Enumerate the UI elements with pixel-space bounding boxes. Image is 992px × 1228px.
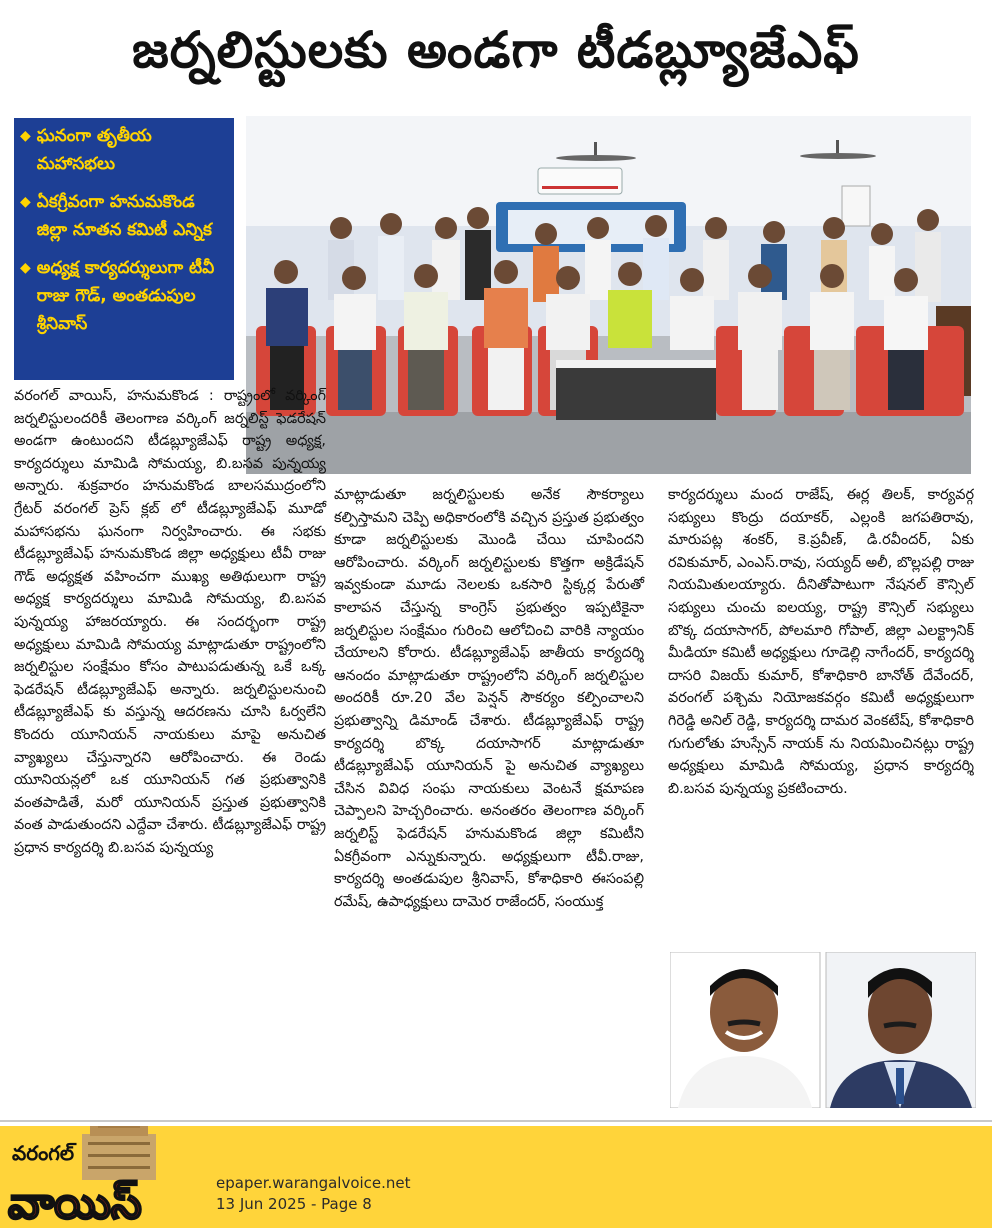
temple-gopuram-icon	[82, 1126, 156, 1180]
headline: జర్నలిస్టులకు అండగా టీడబ్ల్యూజేఎఫ్	[132, 21, 860, 79]
highlight-text: అధ్యక్ష కార్యదర్శులుగా టీవీ రాజు గౌడ్, అంతడుపుల శ్రీనివాస్	[36, 258, 215, 334]
highlight-text: ఘనంగా తృతీయ మహాసభలు	[36, 126, 152, 174]
article-column-1: వరంగల్ వాయిస్, హనుమకొండ : రాష్ట్రంలో వర్కింగ్ జర్నలిస్టులందరికీ తెలంగాణ వర్కింగ్ జర్నలిస్ట్ ఫెడరేషన్ అండగా ఉంటుందని టీడబ్ల్యూజేఎఫ్ రాష్ట్ర అధ్యక్ష, కార్యదర్శులు మామిడి సోమయ్య, బి.బసవ పున్నయ్య అన్నారు. శుక్రవారం హనుమకొండ బాలసముద్రంలోని గ్రేటర్ వరంగల్ ప్రెస్ క్లబ్ లో టీడబ్ల్యూజేఎఫ్ మూడో మహాసభను ఘనంగా నిర్వహించారు. ఈ సభకు టీడబ్ల్యూజేఎఫ్ హనుమకొండ జిల్లా అధ్యక్షులు టీవీ రాజు గౌడ్ అధ్యక్షత వహించగా ముఖ్య అతిథులుగా రాష్ట్ర అధ్యక్ష కార్యదర్శులు మామిడి సోమయ్య, బి.బసవ పున్నయ్య హాజరయ్యారు. ఈ సందర్భంగా రాష్ట్ర అధ్యక్షులు మామిడి సోమయ్య మాట్లాడుతూ రాష్ట్రంలోని జర్నలిస్టుల సంక్షేమం కోసం పాటుపడుతున్న ఒకే ఒక్క ఫెడరేషన్ టీడబ్ల్యూజేఎఫ్ అన్నారు. జర్నలిస్టులనుంచి టీడబ్ల్యూజేఎఫ్ కు వస్తున్న ఆదరణను చూసి ఓర్వలేని కొందరు యూనియన్ నాయకులు మాపై అనుచిత వ్యాఖ్యలు చేస్తున్నారని ఆరోపించారు. ఈ రెండు యూనియన్లలో ఒక యూనియన్ గత ప్రభుత్వానికి వంతపాడితే, మరో యూనియన్ ప్రస్తుత ప్రభుత్వానికి వంత పాడుతుందని ఎద్దేవా చేశారు. టీడబ్ల్యూజేఎఫ్ రాష్ట్ర ప్రధాన కార్యదర్శి బి.బసవ పున్నయ్య	[14, 388, 326, 856]
group-photo-illustration	[246, 116, 971, 474]
group-photo	[246, 116, 971, 474]
highlight-item	[20, 254, 226, 338]
highlight-item	[20, 122, 226, 178]
footer-divider	[0, 1120, 992, 1122]
article-column-3: కార్యదర్శులు మంద రాజేష్, ఈర్ల తిలక్, కార్యవర్గ సభ్యులు కొంద్రు దయాకర్, ఎల్లంకి జగపతిరావు, మారుపట్ల శంకర్, కె.ప్రవీణ్, డి.రవీందర్, ఏకు రవికుమార్, ఎంఎస్.రావు, సయ్యద్ అలీ, బొల్లపల్లి రాజు నియమితులయ్యారు. దీనితోపాటుగా నేషనల్ కౌన్సిల్ సభ్యులు చుంచు ఐలయ్య, రాష్ట్ర కౌన్సిల్ సభ్యులు బొక్క దయాసాగర్, పోలమారి గోపాల్, జిల్లా ఎలక్ట్రానిక్ మీడియా కమిటీ అధ్యక్షులు గూడెల్లి నాగేందర్, కార్యదర్శి దాసరి విజయ్ కుమార్, కోశాధికారి బానోత్ దేవేందర్, వరంగల్ పశ్చిమ నియోజకవర్గం కమిటీ అధ్యక్షులుగా గిరెడ్డి అనిల్ రెడ్డి, కార్యదర్శి దామర వెంకటేష్, కోశాధికారి గుగులోతు హుస్సేన్ నాయక్ ను నియమించినట్లు రాష్ట్ర అధ్యక్షులు మామిడి సోమయ్య, ప్రధాన కార్యదర్శి బి.బసవ పున్నయ్య ప్రకటించారు.	[668, 487, 974, 797]
footer	[0, 1126, 992, 1228]
portrait-pair-illustration	[670, 952, 976, 1108]
diamond-bullet-icon: ◆	[20, 194, 31, 210]
date-page: 13 Jun 2025 - Page 8	[216, 1195, 372, 1213]
portrait-right	[826, 952, 976, 1108]
highlights-box	[14, 118, 234, 380]
highlight-text: ఏకగ్రీవంగా హనుమకొండ జిల్లా నూతన కమిటీ ఎన్నిక	[36, 192, 212, 240]
article-column-2: మాట్లాడుతూ జర్నలిస్టులకు అనేక సౌకర్యాలు కల్పిస్తామని చెప్పి అధికారంలోకి వచ్చిన ప్రస్తుత ప్రభుత్వం కూడా జర్నలిస్టులకు మొండి చేయి చూపిందని ఆరోపించారు. వర్కింగ్ జర్నలిస్టులకు కొత్తగా అక్రిడేషన్ ఇవ్వకుండా మూడు నెలలకు ఒకసారి స్టిక్కర్ల పేరుతో కాలాపన చేస్తున్న కాంగ్రెస్ ప్రభుత్వం ఇప్పటికైనా జర్నలిస్టుల సంక్షేమం గురించి ఆలోచించి వారికి న్యాయం చేయాలని కోరారు. టీడబ్ల్యూజేఎఫ్ జాతీయ కార్యదర్శి ఆనందం మాట్లాడుతూ రాష్ట్రంలోని వర్కింగ్ జర్నలిస్టుల అందరికీ రూ.20 వేల పెన్షన్ సౌకర్యం కల్పించాలని ప్రభుత్వాన్ని డిమాండ్ చేశారు. టీడబ్ల్యూజేఎఫ్ రాష్ట్ర కార్యదర్శి బొక్క దయాసాగర్ మాట్లాడుతూ టీడబ్ల్యూజేఎఫ్ యూనియన్ పై అనుచిత వ్యాఖ్యలు చేసిన వివిధ సంఘ నాయకులు వెంటనే క్షమాపణ చెప్పాలని హెచ్చరించారు. అనంతరం తెలంగాణ వర్కింగ్ జర్నలిస్ట్ ఫెడరేషన్ హనుమకొండ జిల్లా కమిటీని ఏకగ్రీవంగా ఎన్నుకున్నారు. అధ్యక్షులుగా టీవీ.రాజు, కార్యదర్శి అంతడుపుల శ్రీనివాస్, కోశాధికారి ఈసంపల్లి రమేష్, ఉపాధ్యక్షులు దామెర రాజేందర్, సంయుక్త	[334, 487, 644, 910]
logo-main-text: వాయిస్	[8, 1178, 142, 1228]
portraits	[670, 952, 976, 1108]
diamond-bullet-icon: ◆	[20, 260, 31, 276]
epaper-url: epaper.warangalvoice.net	[216, 1174, 411, 1192]
air-conditioner-icon	[538, 168, 622, 194]
highlight-item	[20, 188, 226, 244]
warangal-voice-logo	[4, 1126, 204, 1228]
logo-top-text: వరంగల్	[12, 1141, 75, 1165]
diamond-bullet-icon: ◆	[20, 128, 31, 144]
portrait-left	[670, 952, 820, 1108]
